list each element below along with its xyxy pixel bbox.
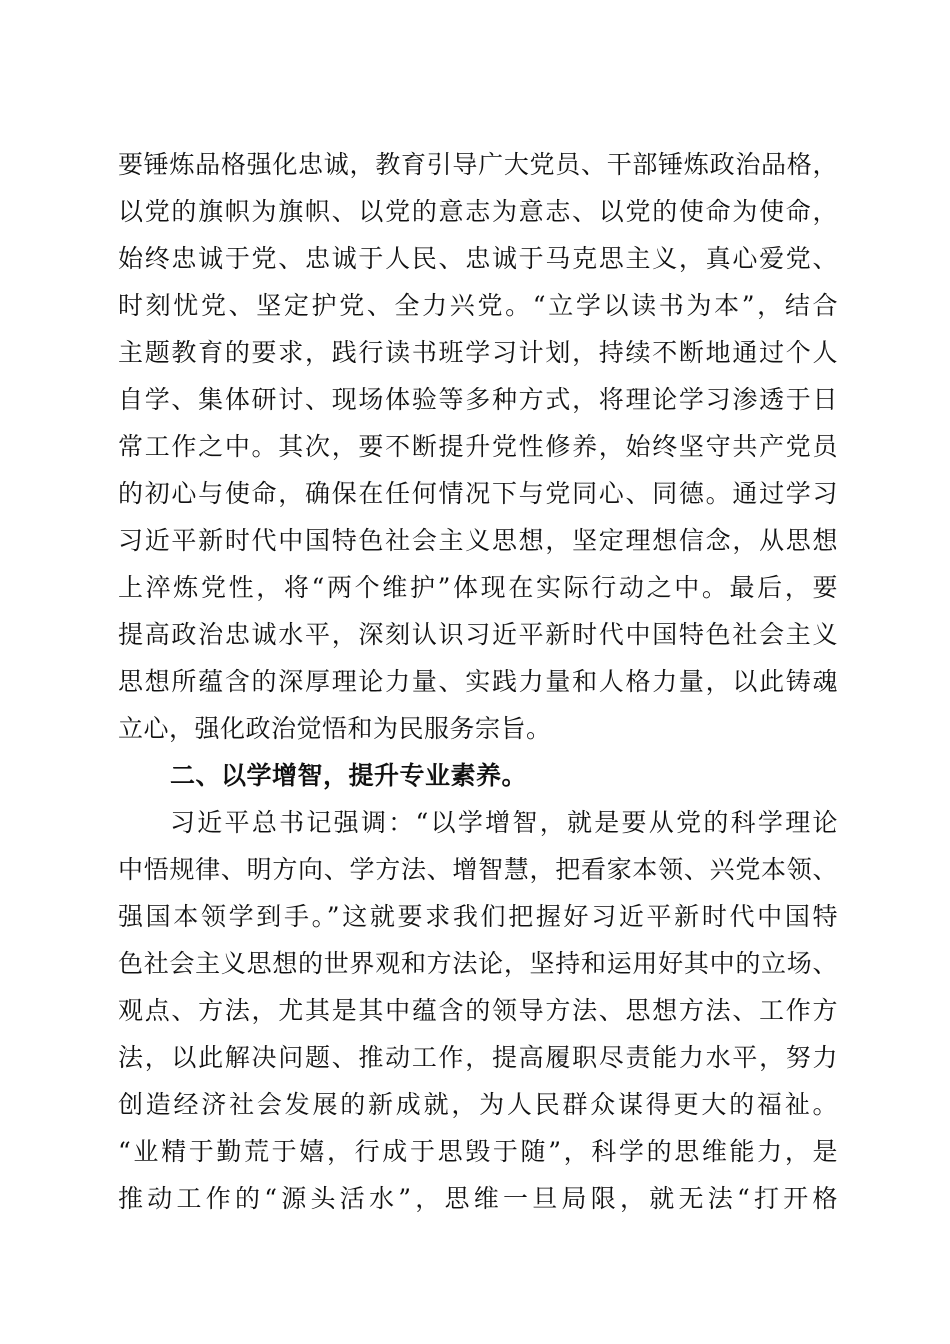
text-line: 时刻忧党、坚定护党、全力兴党。“立学以读书为本”，结合 [118, 291, 838, 320]
text-line: 法，以此解决问题、推动工作，提高履职尽责能力水平，努力 [118, 1043, 838, 1072]
text-line: 思想所蕴含的深厚理论力量、实践力量和人格力量，以此铸魂 [118, 667, 838, 696]
text-line: 以党的旗帜为旗帜、以党的意志为意志、以党的使命为使命， [118, 197, 838, 226]
text-line: 自学、集体研讨、现场体验等多种方式，将理论学习渗透于日 [118, 385, 838, 414]
text-line: 推动工作的“源头活水”，思维一旦局限，就无法“打开格 [118, 1184, 838, 1213]
text-line: 中悟规律、明方向、学方法、增智慧，把看家本领、兴党本领、 [118, 855, 838, 884]
text-line: 常工作之中。其次，要不断提升党性修养，始终坚守共产党员 [118, 432, 838, 461]
text-line: 立心，强化政治觉悟和为民服务宗旨。 [118, 714, 552, 743]
text-line: 始终忠诚于党、忠诚于人民、忠诚于马克思主义，真心爱党、 [118, 244, 838, 273]
text-line: “业精于勤荒于嬉，行成于思毁于随”，科学的思维能力，是 [118, 1137, 838, 1166]
text-line: 提高政治忠诚水平，深刻认识习近平新时代中国特色社会主义 [118, 620, 838, 649]
text-line: 主题教育的要求，践行读书班学习计划，持续不断地通过个人 [118, 338, 838, 367]
document-body [118, 141, 838, 1222]
text-line: 要锤炼品格强化忠诚，教育引导广大党员、干部锤炼政治品格， [118, 150, 838, 179]
section-heading: 二、以学增智，提升专业素养。 [170, 761, 528, 790]
text-line: 创造经济社会发展的新成就，为人民群众谋得更大的福祉。 [118, 1090, 838, 1119]
text-line: 观点、方法，尤其是其中蕴含的领导方法、思想方法、工作方 [118, 996, 838, 1025]
text-line: 的初心与使命，确保在任何情况下与党同心、同德。通过学习 [118, 479, 838, 508]
text-line: 上淬炼党性，将“两个维护”体现在实际行动之中。最后，要 [118, 573, 838, 602]
text-line: 习近平总书记强调：“以学增智，就是要从党的科学理论 [170, 808, 838, 837]
text-line: 习近平新时代中国特色社会主义思想，坚定理想信念，从思想 [118, 526, 838, 555]
text-line: 色社会主义思想的世界观和方法论，坚持和运用好其中的立场、 [118, 949, 838, 978]
text-line: 强国本领学到手。”这就要求我们把握好习近平新时代中国特 [118, 902, 838, 931]
